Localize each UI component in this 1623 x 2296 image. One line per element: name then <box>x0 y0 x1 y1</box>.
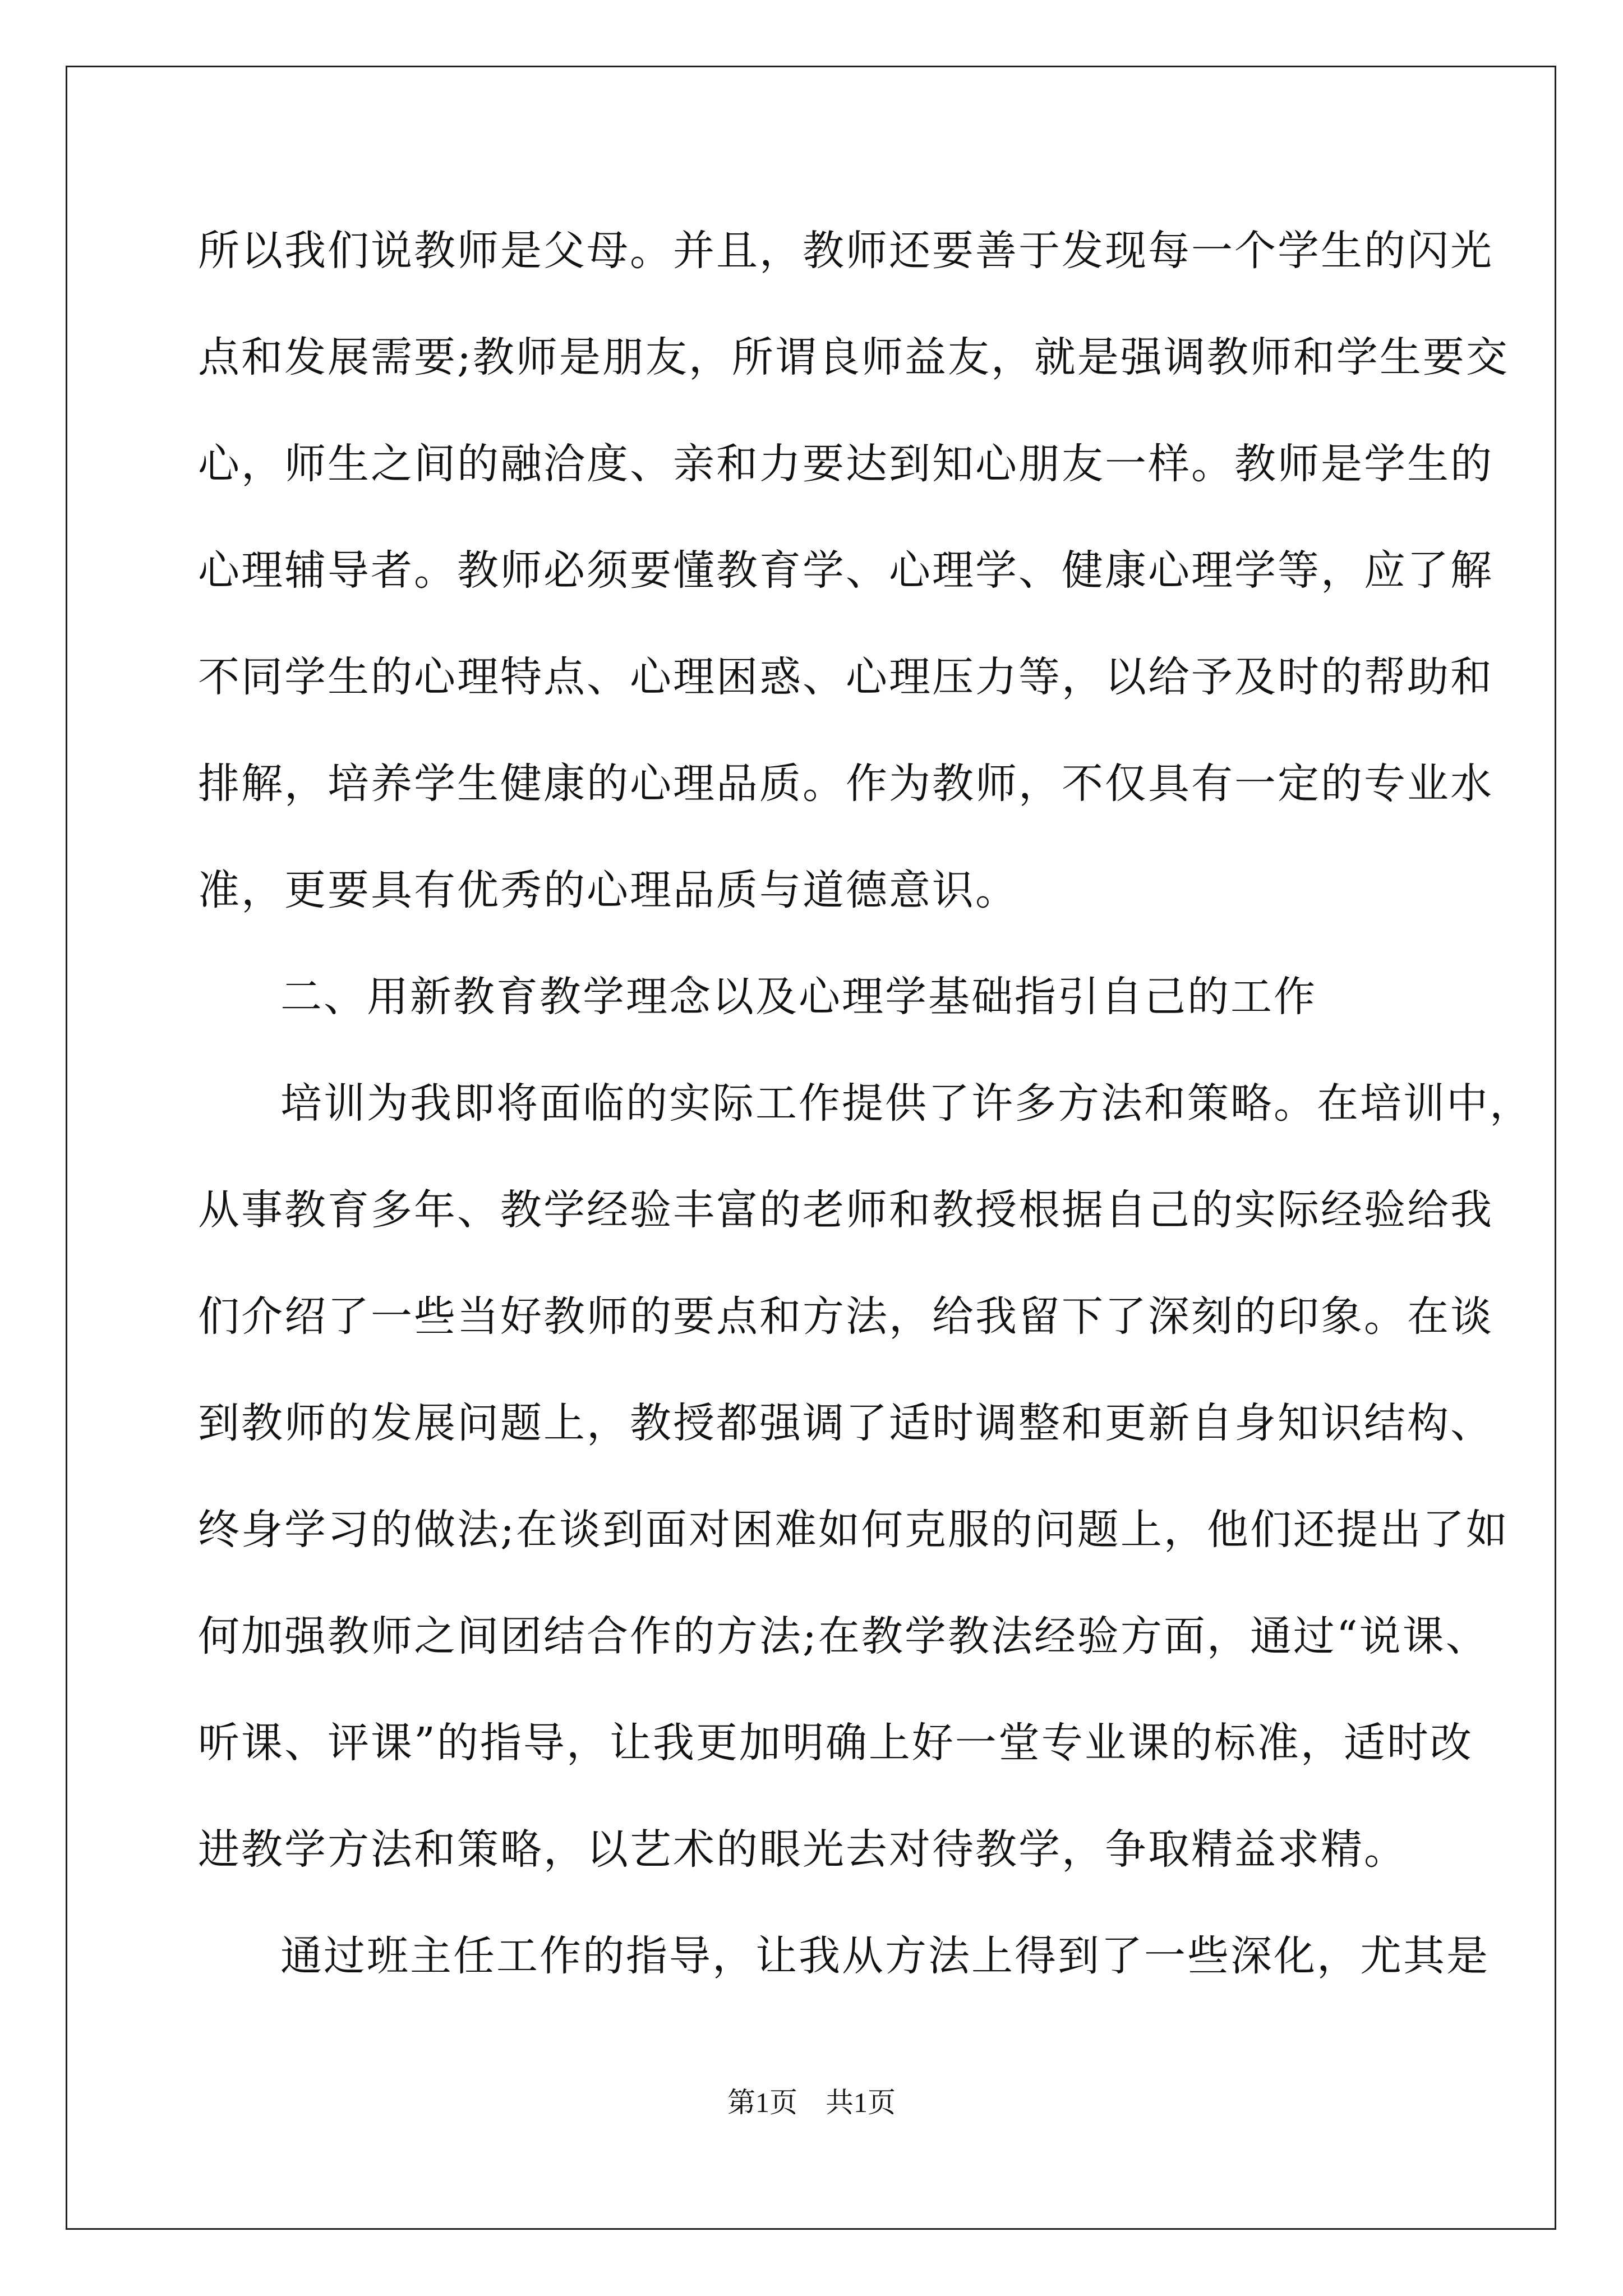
text-line: 终身学习的做法;在谈到面对困难如何克服的问题上，他们还提出了如 <box>198 1506 1509 1554</box>
text-line: 准，更要具有优秀的心理品质与道德意识。 <box>198 866 1018 914</box>
text-line: 们介绍了一些当好教师的要点和方法，给我留下了深刻的印象。在谈 <box>198 1292 1493 1341</box>
text-line: 心理辅导者。教师必须要懂教育学、心理学、健康心理学等，应了解 <box>198 546 1493 595</box>
page-border <box>66 66 1556 2230</box>
text-line: 心，师生之间的融洽度、亲和力要达到知心朋友一样。教师是学生的 <box>198 440 1493 488</box>
text-line: 培训为我即将面临的实际工作提供了许多方法和策略。在培训中， <box>280 1079 1533 1128</box>
text-line: 从事教育多年、教学经验丰富的老师和教授根据自己的实际经验给我 <box>198 1186 1493 1234</box>
text-line: 点和发展需要;教师是朋友，所谓良师益友，就是强调教师和学生要交 <box>198 333 1509 381</box>
text-line: 到教师的发展问题上，教授都强调了适时调整和更新自身知识结构、 <box>198 1399 1493 1447</box>
text-line: 通过班主任工作的指导，让我从方法上得到了一些深化，尤其是 <box>280 1932 1490 1980</box>
text-line: 排解，培养学生健康的心理品质。作为教师，不仅具有一定的专业水 <box>198 760 1493 808</box>
text-line: 不同学生的心理特点、心理困惑、心理压力等，以给予及时的帮助和 <box>198 653 1493 701</box>
text-line: 听课、评课”的指导，让我更加明确上好一堂专业课的标准，适时改 <box>198 1719 1473 1767</box>
text-line: 进教学方法和策略，以艺术的眼光去对待教学，争取精益求精。 <box>198 1825 1407 1874</box>
page-number-footer: 第1页 共1页 <box>727 2087 896 2118</box>
text-line: 何加强教师之间团结合作的方法;在教学教法经验方面，通过“说课、 <box>198 1612 1489 1660</box>
text-line: 所以我们说教师是父母。并且，教师还要善于发现每一个学生的闪光 <box>198 227 1493 275</box>
section-heading: 二、用新教育教学理念以及心理学基础指引自己的工作 <box>280 973 1317 1021</box>
